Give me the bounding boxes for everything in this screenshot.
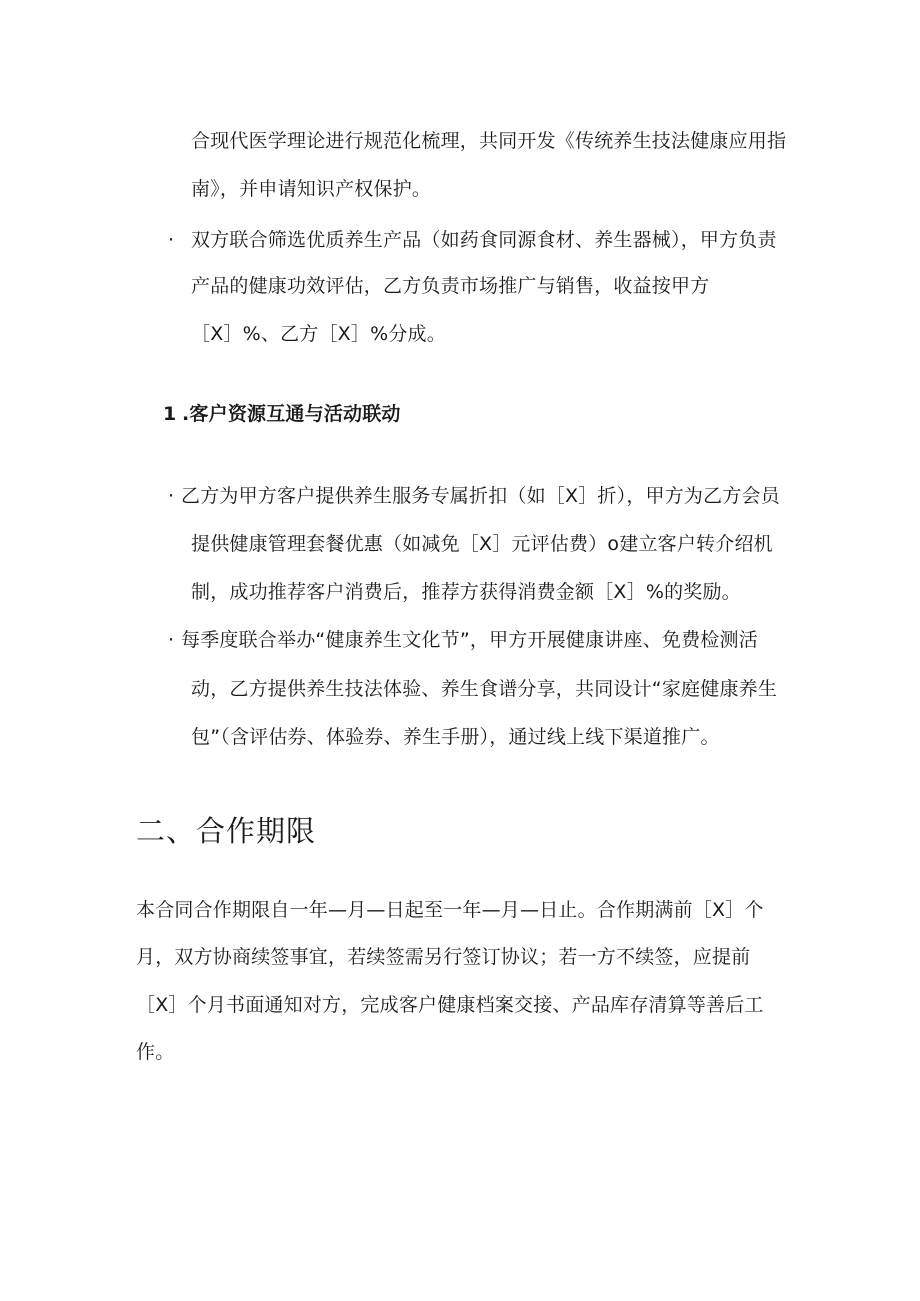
bullet-marker-festival: · [168,629,175,651]
discount-line-1: 乙方为甲方客户提供养生服务专属折扣（如［X］折），甲方为乙方会员 [181,485,780,507]
term-line-2: 月，双方协商续签事宜，若续签需另行签订协议；若一方不续签，应提前 [136,946,751,968]
subsection-title: .客户资源互通与活动联动 [182,403,401,425]
festival-line-3: 包”（含评估券、体验券、养生手册），通过线上线下渠道推广。 [191,726,720,748]
products-line-2: 产品的健康功效评估，乙方负责市场推广与销售，收益按甲方 [191,275,710,297]
intro-line-2: 南》，并申请知识产权保护。 [191,178,432,200]
bullet-marker-discount: · [168,485,175,507]
section-heading-term: 二、合作期限 [136,814,317,848]
intro-line-1: 合现代医学理论进行规范化梳理，共同开发《传统养生技法健康应用指 [191,130,787,152]
festival-line-1: 每季度联合举办“健康养生文化节”，甲方开展健康讲座、免费检测活 [181,629,758,651]
term-line-1: 本合同合作期限自一年—月—日起至一年—月—日止。合作期满前［X］个 [136,899,764,921]
bullet-marker-products: · [168,229,175,251]
products-line-1: 双方联合筛选优质养生产品（如药食同源食材、养生器械），甲方负责 [191,229,777,251]
festival-line-2: 动，乙方提供养生技法体验、养生食谱分享，共同设计“家庭健康养生 [191,678,778,700]
discount-line-2: 提供健康管理套餐优惠（如减免［X］元评估费）o建立客户转介绍机 [191,533,773,555]
products-line-3: ［X］%、乙方［X］%分成。 [191,323,446,345]
term-line-4: 作。 [136,1041,175,1063]
term-line-3: ［X］个月书面通知对方，完成客户健康档案交接、产品库存清算等善后工 [136,994,764,1016]
discount-line-3: 制，成功推荐客户消费后，推荐方获得消费金额［X］%的奖励。 [191,581,741,603]
subsection-number: 1 [163,403,177,425]
